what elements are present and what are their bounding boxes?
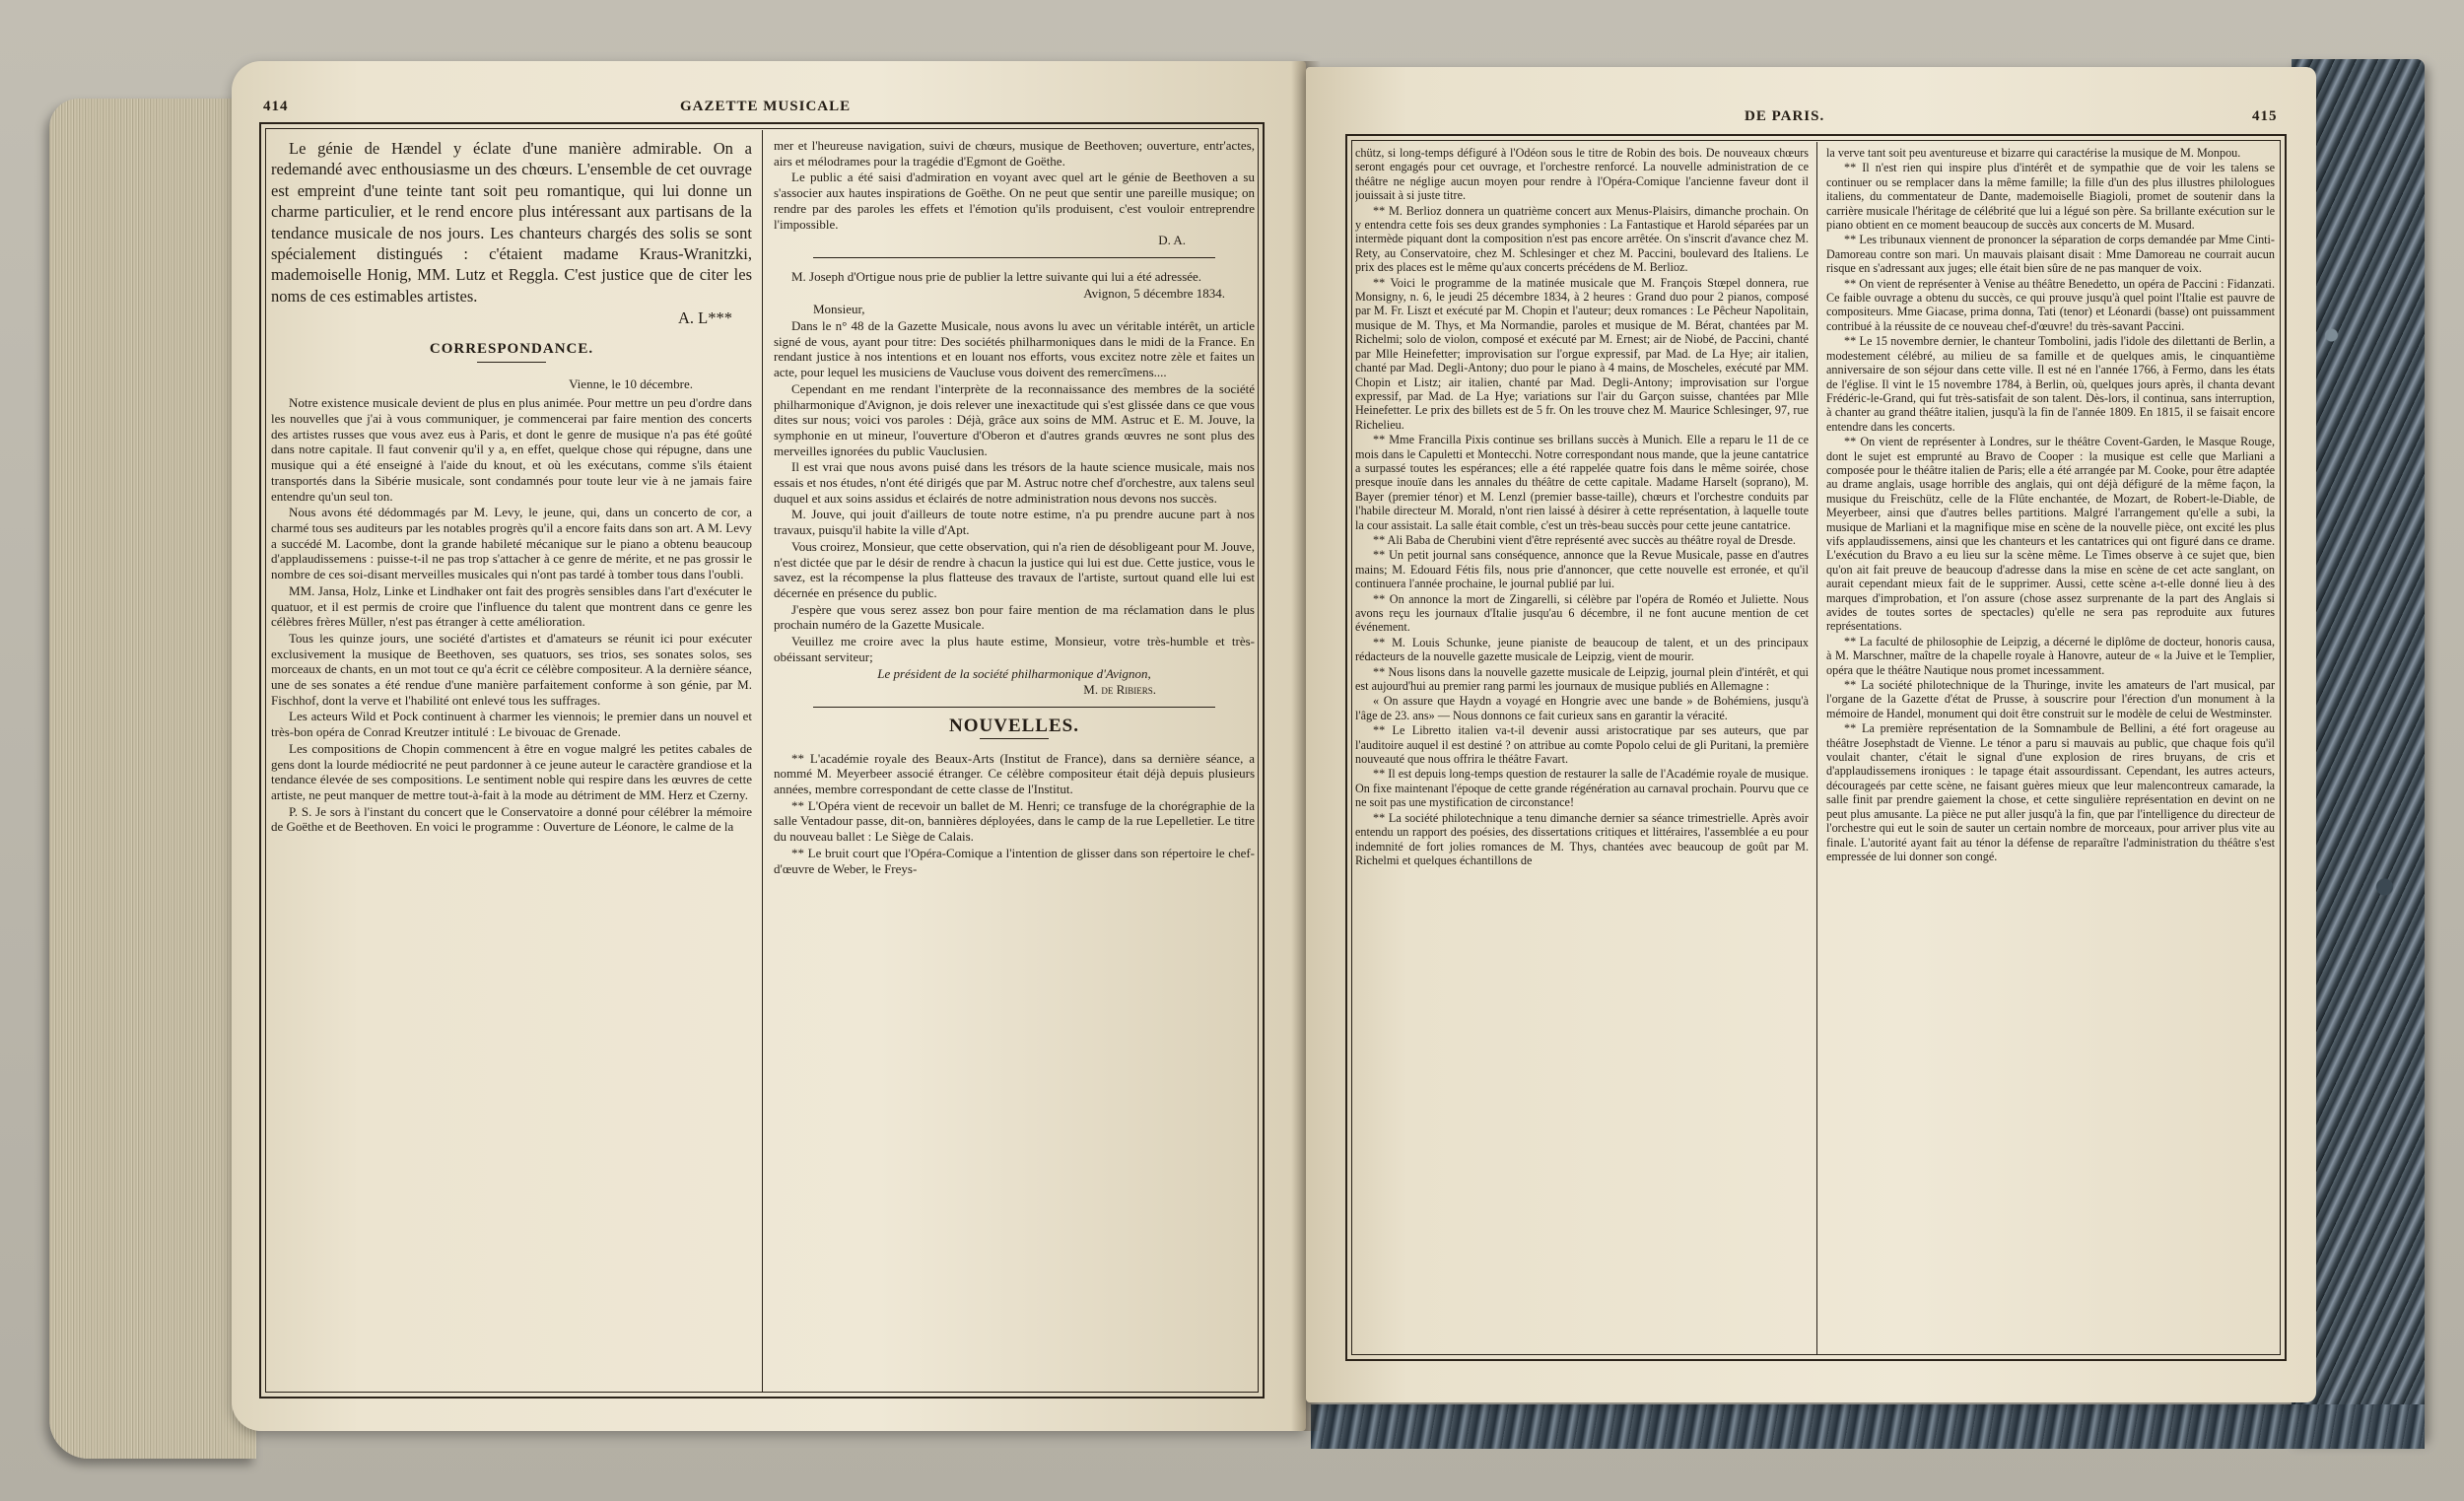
paragraph: Les acteurs Wild et Pock continuent à charmer les viennois; le premier dans un nouvel et très-bon opéra de Conrad Kreutzer intitulé : Le bivouac de Grenade. [271,709,752,740]
paragraph: Le public a été saisi d'admiration en voyant avec quel art le génie de Beethoven a su s'associer aux hautes inspirations de Goëthe. On ne peut que sentir une pareille musique; on rendre par des paroles les effets et l'émotion qu'ils produisent, c'est vouloir entreprendre l'impossible. [774,170,1255,232]
news-item: ** On annonce la mort de Zingarelli, si célèbre par l'opéra de Roméo et Juliette. Nous avons reçu les journaux d'Italie jusqu'au 6 décembre, il ne font aucune mention de cet événement. [1355,591,1809,635]
paragraph: Notre existence musicale devient de plus en plus animée. Pour mettre un peu d'ordre dans les nouvelles que j'ai à vous communiquer, je commencerai par faire mention des concerts des artistes russes que vous avez eus à Paris, et dont le genre de musique n'a pas été goûté dans notre capitale. Il faut convenir qu'il y a, en effet, quelque chose qui répugne, dans une musique qui a été enseigné à l'aide du knout, et où les exécutans, comme s'ils étaient transportés dans la Sibérie musicale, sont condamnés pour toute leur vie à ne jamais faire entendre qu'un seul ton. [271,395,752,504]
paragraph: Dans le n° 48 de la Gazette Musicale, nous avons lu avec un véritable intérêt, un article signé de vous, ayant pour titre: Des sociétés philharmoniques dans le midi de la France. En rendant justice à nos intentions et en louant nos efforts, vous excitez notre zèle et faites un acte, pour lequel les musiciens de Vaucluse vous doivent des remercîmens.... [774,318,1255,380]
section-separator [813,707,1215,708]
news-item: ** L'académie royale des Beaux-Arts (Institut de France), dans sa dernière séance, a nommé M. Meyerbeer associé étranger. Ce célèbre compositeur était déjà depuis plusieurs années, membre correspondant de cette classe de l'Institut. [774,750,1255,797]
section-heading-nouvelles: NOUVELLES. [774,718,1255,739]
news-item: ** Un petit journal sans conséquence, annonce que la Revue Musicale, passe en d'autres mains; M. Edouard Fétis fils, nous prie d'annoncer, que cette nouvelle est erronée, et qu'il continuera l'année prochaine, le journal publié par lui. [1355,548,1809,591]
paragraph: M. Jouve, qui jouit d'ailleurs de toute notre estime, n'a pu prendre aucune part à nos travaux, puisqu'il habite la ville d'Apt. [774,507,1255,538]
left-page-column-2 [774,138,1255,1390]
right-running-head: DE PARIS. [1745,108,1825,124]
right-column-rule [1816,142,1817,1354]
section-heading-correspondance: CORRESPONDANCE. [271,342,752,363]
news-item: « On assure que Haydn a voyagé en Hongrie avec une bande » de Bohémiens, jusqu'à l'âge de 23. ans» — Nous donnons ce fait curieux sans en garantir la véracité. [1355,694,1809,722]
news-item: ** La société philotechnique a tenu dimanche dernier sa séance trimestrielle. Après avoir entendu un rapport des poésies, des dissertations critiques et littéraires, l'assemblée a eu pour indemnité de fort jolies romances de M. Thys, chantées avec beaucoup de goût par M. Richelmi et quelques échantillons de [1355,810,1809,867]
news-item: ** Nous lisons dans la nouvelle gazette musicale de Leipzig, journal plein d'intérêt, et qui est aujourd'hui au premier rang parmi les journaux de musique publiés en Allemagne : [1355,664,1809,694]
paragraph: Nous avons été dédommagés par M. Levy, le jeune, qui, dans un concerto de cor, a charmé tous ses auditeurs par les notables progrès qu'il a encore faits dans son art. A M. Levy a succédé M. Lacombe, dont la grande habileté mécanique sur le piano a obtenu beaucoup d'applaudissemens : puisse-t-il ne pas trop s'attacher à ce genre de mérite, et ne pas grossir le nombre de ces soi-disant merveilles musicales qui n'ont pas tardé à tomber tous dans l'oubli. [271,505,752,582]
news-item: ** On vient de représenter à Londres, sur le théâtre Covent-Garden, le Masque Rouge, dont le sujet est emprunté au Bravo de Cooper : la musique est celle que Marliani a composée pour le théâtre italien de Paris; elle a été arrangée par M. Cooke, pour être adaptée au drame anglais, usage horrible des anglais, qui ont déjà défiguré de la même façon, la musique du Freischütz, celle de la Flûte enchantée, de Mozart, de Robert-le-Diable, de Meyerbeer, ainsi que d'autres belles partitions. Malgré l'arrangement qu'elle a subi, la musique de Marliani et la magnifique mise en scène de la nouvelle pièce, ont excité les plus vifs applaudissemens, ainsi que les chanteurs et les cantatrices qui ont figuré dans ce drame. L'exécution du Bravo a eu lieu sur la scène même. Le Times observe à ce sujet que, bien qu'on ait fait preuve de beaucoup d'adresse dans la mise en scène de cet acte sanglant, on aurait cependant mieux fait de le supprimer. Aussi, cette scène a-t-elle donné lieu à des marques d'improbation, et l'on assure (chose assez surprenante de la part des Anglais si avides de toutes sortes de spectacles) qu'elle ne sera pas reproduite aux futures représentations. [1826,435,2275,634]
paragraph: Veuillez me croire avec la plus haute estime, Monsieur, votre très-humble et très-obéissant serviteur; [774,634,1255,664]
news-item: ** Voici le programme de la matinée musicale que M. François Stœpel donnera, rue Monsigny, n. 6, le jeudi 25 décembre 1834, à 2 heures : Grand duo pour 2 pianos, composé par M. Fr. Liszt et exécuté par M. Chopin et l'auteur; deux romances : Le Pêcheur Napolitain, musique de M. Thys, et Ma Normandie, paroles et musique de M. Bérat, chantées par M. Richelmi; solo de violon, composé et exécuté par M. Ernest; air de Niobé, de Paccini, chanté par Mlle Heinefetter; improvisation sur l'orgue expressif, par Mad. de La Hye; air italien, chanté par Mad. Degli-Antony; duo pour le piano à 4 mains, de Moscheles, exécuté par MM. Chopin et Listz; air italien, chanté par Mad. Degli-Antony; improvisation sur l'orgue expressif, par Mad. de La Hye; variations sur l'air du Garçon suisse, chantées par Mlle Heinefetter. Le prix des billets est de 5 fr. On les trouve chez M. Maurice Schlesinger, 97, rue Richelieu. [1355,275,1809,432]
paragraph: mer et l'heureuse navigation, suivi de chœurs, musique de Beethoven; ouverture, entr'actes, airs et mélodrames pour la tragédie d'Egmont de Goëthe. [774,138,1255,169]
signature: D. A. [1158,233,1186,248]
dateline: Avignon, 5 décembre 1834. [1083,285,1225,301]
news-item: ** Il n'est rien qui inspire plus d'intérêt et de sympathie que de voir les talens se continuer ou se remplacer dans la même famille; la fille d'un des plus illustres philologues italiens, du commentateur de Dante, mademoiselle Biagioli, promet de soutenir dans la carrière musicale l'héritage de célébrité que lui a légué son père. Sa brillante exécution sur le piano obtient en ce moment beaucoup de succès aux concerts de M. Musard. [1826,161,2275,233]
news-item: ** Les tribunaux viennent de prononcer la séparation de corps demandée par Mme Cinti-Damoreau contre son mari. Un mauvais plaisant disait : Mme Damoreau ne courrait aucun risque en s'adressant aux juges; elle était bien sûre de ne pas manquer de voix. [1826,233,2275,276]
letter-closing: Le président de la société philharmonique d'Avignon, [877,665,1151,681]
paragraph: P. S. Je sors à l'instant du concert que le Conservatoire a donné pour célébrer la mémoire de Goëthe et de Beethoven. En voici le programme : Ouverture de Léonore, le calme de la [271,803,752,835]
news-item: ** Le 15 novembre dernier, le chanteur Tombolini, jadis l'idole des dilettanti de Berlin, a modestement célébré, au milieu de sa famille et de quelques amis, le cinquantième anniversaire de son séjour dans cette ville. Il est né en l'année 1766, à Fermo, dans les états de l'église. Il vint le 15 novembre 1784, à Berlin, où, quelques jours après, il chanta devant Frédéric-le-Grand, qui fut très-satisfait de son talent. Dès-lors, il continua, sans interruption, à chanter au grand théâtre italien, jusqu'à la fin de l'année 1809. En 1815, il se faisait encore entendre dans les concerts. [1826,334,2275,434]
salutation: Monsieur, [813,302,865,317]
paragraph: MM. Jansa, Holz, Linke et Lindhaker ont fait des progrès sensibles dans l'art d'exécuter le quatuor, et il est permis de croire que l'influence du talent que montrent dans ce genre les célèbres frères Müller, n'est pas étranger à cette amélioration. [271,582,752,630]
news-item: ** La faculté de philosophie de Leipzig, a décerné le diplôme de docteur, honoris causa, à M. Marschner, maître de la chapelle royale à Hanovre, auteur de « la Juive et le Templier, opéra que le théâtre Nautique nous promet incessamment. [1826,634,2275,677]
news-item: ** La première représentation de la Somnambule de Bellini, a été fort orageuse au théâtre Josephstadt de Vienne. Le ténor a paru si mauvais au public, que chaque fois qu'il voulait chanter, c'était le signal d'une explosion de rires bruyans, de cris et d'applaudissemens ironiques : le tapage était assourdissant. Cependant, les autres acteurs, décourageés par cette scène, ne faisant guères mieux que leur malencontreux camarade, la salle finit par prendre gaiement la chose, et cette singulière représentation en devint on ne peut plus amusante. La pièce ne put aller jusqu'à la fin, que par l'intelligence du directeur de l'orchestre qui eut le soin de sauter un certain nombre de morceaux, pour arriver plus vite au finale. L'autorité ayant fait au ténor la défense de reparaître l'administration du théâtre s'est empressée de lui donner son congé. [1826,721,2275,863]
paragraph: chütz, si long-temps défiguré à l'Odéon sous le titre de Robin des bois. De nouveaux chœurs seront engagés pour cet ouvrage, et l'orchestre renforcé. La nouvelle administration de ce théâtre ne néglige aucun moyen pour rendre à l'Opéra-Comique l'ancienne faveur dont il jouissait à si juste titre. [1355,146,1809,203]
left-page-column-1 [271,138,752,1390]
dateline: Vienne, le 10 décembre. [569,375,693,391]
news-item: ** Ali Baba de Cherubini vient d'être représenté avec succès au théâtre royal de Dresde. [1373,532,1796,547]
left-page-number: 414 [263,99,289,114]
news-item: ** M. Berlioz donnera un quatrième concert aux Menus-Plaisirs, dimanche prochain. On y entendra cette fois ses deux grandes symphonies : La Fantastique et Harold séparées par un intermède piquant dont la composition n'est pas encore arrêtée. On s'inscrit d'avance chez M. Rety, au Conservatoire, chez M. Schlesinger et chez M. Paccini, boulevard des Italiens. Le prix des places est le même qu'aux concerts précédens de M. Berlioz. [1355,203,1809,275]
paragraph: Le génie de Hændel y éclate d'une manière admirable. On a redemandé avec enthousiasme un des chœurs. L'ensemble de cet ouvrage est empreint d'une teinte tant soit peu romantique, qui lui donne un charme particulier, et le rend encore plus intéressant aux partisans de la tendance musicale de nos jours. Les chanteurs chargés des solis se sont spécialement distingués : c'étaient madame Kraus-Wranitzki, mademoiselle Honig, MM. Lutz et Reggla. C'est justice que de citer les noms de ces estimables artistes. [271,139,752,306]
news-item: ** Il est depuis long-temps question de restaurer la salle de l'Académie royale de musique. On fixe maintenant l'époque de cette grande régénération au carnaval prochain. Pourvu que ce ne soit pas une mystification de circonstance! [1355,767,1809,810]
paragraph: la verve tant soit peu aventureuse et bizarre qui caractérise la musique de M. Monpou. [1826,146,2241,160]
news-item: ** La société philotechnique de la Thuringe, invite les amateurs de l'art musical, par l'organe de la Gazette d'état de Prusse, à souscrire pour l'érection d'un monument à la mémoire de Handel, monument qui doit être construit sur le modèle de celui de Westminster. [1826,678,2275,720]
left-running-head: GAZETTE MUSICALE [680,99,852,114]
news-item: ** Le Libretto italien va-t-il devenir aussi aristocratique par ses auteurs, que par l'auditoire auquel il est destiné ? on attribue au comte Popolo celui de gli Puritani, la première nouveauté que nous offrira le théâtre Favart. [1355,723,1809,767]
paragraph: Cependant en me rendant l'interprète de la reconnaissance des membres de la société philharmonique d'Avignon, je dois relever une inexactitude qui s'est glissée dans ce que vous dites sur nous; voici vos paroles : Déjà, grâce aux soins de MM. Astruc et E. M. Jouve, la symphonie en ut mineur, l'ouverture d'Oberon et d'autres grands œuvres ne sont plus des merveilles ignorées du public Vauclusien. [774,380,1255,458]
right-page-column-1 [1355,146,1809,1353]
right-page-column-2 [1826,146,2275,1353]
paragraph: M. Joseph d'Ortigue nous prie de publier la lettre suivante qui lui a été adressée. [791,268,1202,284]
right-page [1306,67,2316,1402]
section-separator [813,257,1215,258]
signature: A. L*** [678,308,732,328]
paragraph: J'espère que vous serez assez bon pour faire mention de ma réclamation dans le plus prochain numéro de la Gazette Musicale. [774,601,1255,633]
left-page [232,61,1306,1431]
news-item: ** L'Opéra vient de recevoir un ballet de M. Henri; ce transfuge de la chorégraphie de la salle Ventadour passe, dit-on, bannières déployées, dans le camp de la rue Lepelletier. Le titre du nouveau ballet : Le Siège de Calais. [774,797,1255,845]
page-edges-left [49,99,256,1459]
paragraph: Les compositions de Chopin commencent à être en vogue malgré les petites cabales de gens dont la lourde médiocrité ne peut pardonner à ce jeune auteur le caractère grandiose et la tendance élevée de ses compositions. Le sentiment noble qui respire dans les œuvres de cette artiste, ne peut manquer de mettre tout-à-fait à la mode au détriment de MM. Herz et Czerny. [271,740,752,802]
news-item: ** Mme Francilla Pixis continue ses brillans succès à Munich. Elle a reparu le 11 de ce mois dans le Capuletti et Montecchi. Notre correspondant nous mande, que la jeune cantatrice a surpassé toutes les espérances; elle a été rappelée quatre fois dans le même soirée, chose presque inouïe dans les annales du théâtre de cette capitale. Madame Harselt (soprano), M. Bayer (premier ténor) et M. Lenzl (premier basse-taille), chœurs et l'orchestre conduits par l'habile directeur M. Morald, n'ont rien laissé à désirer à cette représentation, à laquelle toute la cour assistait. La salle était comble, c'est un très-beau succès pour cette jeune cantatrice. [1355,433,1809,532]
paragraph: Vous croirez, Monsieur, que cette observation, qui n'a rien de désobligeant pour M. Jouve, n'est dictée que par le désir de rendre à chacun la justice qui lui est due. Cette justice, vous le savez, est la récompense la plus flatteuse des travaux de l'artiste, surtout quand elle lui est décernée en présence du public. [774,538,1255,600]
letter-signature: M. de Ribiers. [1083,682,1156,698]
open-book [39,39,2425,1439]
left-column-rule [762,130,763,1392]
news-item: ** M. Louis Schunke, jeune pianiste de beaucoup de talent, et un des principaux rédacteurs de la nouvelle gazette musicale de Leipzig, vient de mourir. [1355,635,1809,664]
paragraph: Il est vrai que nous avons puisé dans les trésors de la haute science musicale, mais nos essais et nos études, n'ont été dirigés que par M. Astruc notre chef d'orchestre, aux talens seul duquel et aux soins assidus et éclairés de notre administration nous devons nos succès. [774,459,1255,506]
news-item: ** On vient de représenter à Venise au théâtre Benedetto, un opéra de Paccini : Fidanzati. Ce faible ouvrage a obtenu du succès, ce qui prouve jusqu'à quel point l'Italie est pauvre de compositeurs. Mme Giacase, prima donna, Tati (tenor) et Léonardi (basse) ont puissamment contribué à la réussite de ce nouveau chef-d'œuvre! du très-savant Paccini. [1826,276,2275,333]
right-page-number: 415 [2252,108,2278,124]
marbled-cover-bottom [1311,1404,2425,1449]
news-item: ** Le bruit court que l'Opéra-Comique a l'intention de glisser dans son répertoire le chef-d'œuvre de Weber, le Freys- [774,845,1255,876]
paragraph: Tous les quinze jours, une société d'artistes et d'amateurs se réunit ici pour exécuter exclusivement la musique de Beethoven, ses quatuors, ses trios, ses sonates solos, ses morceaux de chants, en un mot tout ce qu'a écrit ce célèbre compositeur. A la dernière séance, une de ses sonates a été rendue d'une manière parfaitement conforme à son génie, par M. Fischhof, dont la verve et l'habilité ont enlevé tous les suffrages. [271,630,752,708]
